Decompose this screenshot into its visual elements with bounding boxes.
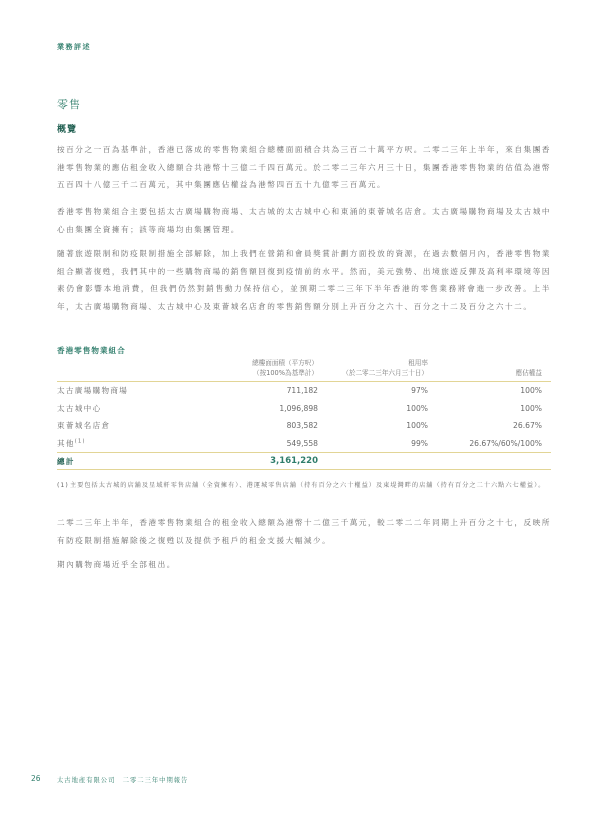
paragraph: 香港零售物業組合主要包括太古廣場購物商場、太古城的太古城中心和東涌的東薈城名店倉。太古廣場購物商場及太古城中心由集團全資擁有；該等商場均由集團管理。 [57, 207, 551, 234]
row-occupancy: 100% [406, 403, 428, 413]
table-row [57, 435, 551, 453]
paragraph: 按百分之一百為基準計，香港已落成的零售物業組合總樓面面積合共為三百二十萬平方呎。二零二三年上半年，來自集團香港零售物業的應佔租金收入總額合共港幣十三億二千四百萬元。於二零二三年六月三十日，集團香港零售物業的估值為港幣五百四十八億三千二百萬元，其中集團應佔權益為港幣四百五十九億零三百萬元。 [57, 145, 551, 190]
footnote-ref: (1) [74, 438, 86, 445]
header-area [187, 358, 327, 382]
page-title: 零售 [57, 98, 81, 111]
row-area: 711,182 [286, 386, 318, 396]
retail-portfolio-table [57, 358, 551, 470]
header-interest: 應佔權益 [437, 358, 551, 382]
row-occupancy: 97% [411, 386, 428, 396]
row-interest: 100% [520, 403, 542, 413]
row-name-text: 其他 [57, 438, 75, 448]
footnote-text: 主要包括太古城的店舖及星域軒零售店舖（全資擁有）、港運城零售店舖（持有百分之六十權益）及東堤灣畔的店舖（持有百分之二十六點六七權益）。 [70, 482, 546, 489]
header-area-line2: （按100%為基準計） [252, 369, 318, 377]
table-title: 香港零售物業組合 [57, 346, 126, 355]
total-row [57, 453, 551, 470]
table-header-row [57, 358, 551, 382]
row-name: 太古城中心 [57, 403, 102, 413]
page-number: 26 [31, 774, 41, 783]
table-row [57, 417, 551, 435]
row-area: 1,096,898 [279, 403, 318, 413]
total-area: 3,161,220 [187, 453, 327, 470]
row-occupancy: 99% [327, 435, 437, 453]
paragraph: 二零二三年上半年，香港零售物業組合的租金收入總額為港幣十二億三千萬元，較二零二二年同期上升百分之十七，反映所有防疫限制措施解除後之復甦以及提供予租戶的租金支援大幅減少。 [57, 518, 551, 545]
header-occ-line2: （於二零二三年六月三十日） [342, 369, 428, 377]
row-occupancy: 100% [406, 421, 428, 431]
row-interest: 26.67%/60%/100% [437, 435, 551, 453]
section-header: 業務評述 [57, 43, 91, 51]
row-name: 太古廣場購物商場 [57, 386, 129, 396]
table-row [57, 400, 551, 418]
footer-text: 太古地產有限公司 二零二三年中期報告 [57, 777, 189, 784]
row-area: 549,558 [187, 435, 327, 453]
row-area: 803,582 [286, 421, 318, 431]
row-interest: 26.67% [513, 421, 542, 431]
footnote-marker: (1) [57, 482, 69, 489]
paragraph: 隨著旅遊限制和防疫限制措施全部解除，加上我們在營銷和會員獎賞計劃方面投放的資源，在過去數個月內，香港零售物業組合顯著復甦，我們其中的一些購物商場的銷售額回復到疫情前的水平。然而，美元強勢、出境旅遊反彈及高利率環境等因素仍會影響本地消費，但我們仍然對銷售動力保持信心，並預期二零二三年下半年香港的零售業務將會進一步改善。上半年，太古廣場購物商場、太古城中心及東薈城名店倉的零售銷售額分別上升百分之六十、百分之十二及百分之六十二。 [57, 249, 551, 311]
subheading: 概覽 [57, 125, 78, 135]
row-name [57, 435, 187, 453]
row-interest: 100% [520, 386, 542, 396]
row-name: 東薈城名店倉 [57, 421, 111, 431]
table-row [57, 382, 551, 400]
header-occ-line1: 租用率 [408, 359, 428, 367]
header-occupancy [327, 358, 437, 382]
paragraph: 期內購物商場近乎全部租出。 [57, 560, 176, 569]
header-area-line1: 總樓面面積（平方呎） [252, 359, 318, 367]
footnote [57, 481, 551, 491]
total-label: 總計 [57, 453, 187, 470]
